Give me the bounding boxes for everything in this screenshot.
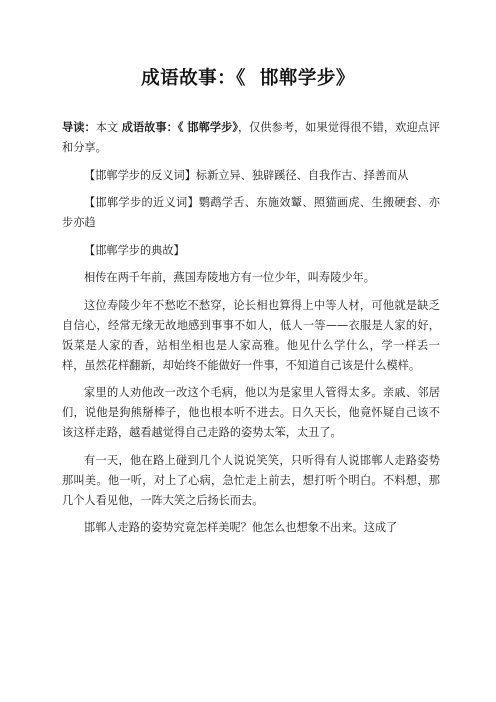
story-paragraph-1: 相传在两千年前，燕国寿陵地方有一位少年，叫寿陵少年。 — [84, 271, 375, 284]
intro-paragraph — [62, 118, 440, 158]
intro-title: 成语故事：《 邯郸学步》 — [121, 121, 238, 134]
story-paragraph-3: 家里的人劝他改一改这个毛病，他以为是家里人管得太多。亲戚、邻居们，说他是狗熊掰棒子，他也根本听不进去。日久天长，他竟怀疑自己该不该这样走路，越看越觉得自己走路的姿势太笨，太丑了。 — [62, 386, 440, 439]
story-paragraph-5: 邯郸人走路的姿势究竟怎样美呢？他怎么也想象不出来。这成了 — [84, 521, 398, 534]
antonyms-paragraph: 【邯郸学步的反义词】标新立异、独辟蹊径、自我作古、择善而从 — [84, 168, 409, 182]
document-body — [62, 118, 440, 546]
document-title — [0, 64, 496, 90]
title-right: 邯郸学步》 — [259, 68, 355, 89]
intro-text-2: ，仅供参考，如果觉得很不错，欢迎点评和分享。 — [62, 121, 440, 154]
story-paragraph-2: 这位寿陵少年不愁吃不愁穿，论长相也算得上中等人材，可他就是缺乏自信心，经常无缘无故地感到事事不如人，低人一等——衣服是人家的好，饭菜是人家的香，站相坐相也是人家高雅。他见什么学什么，学一样丢一样，虽然花样翻新，却始终不能做好一件事，不知道自己该是什么模样。 — [62, 298, 440, 372]
story-heading: 【邯郸学步的典故】 — [84, 243, 185, 257]
synonyms-paragraph: 【邯郸学步的近义词】鹦鹉学舌、东施效颦、照猫画虎、生搬硬套、亦步亦趋 — [62, 196, 440, 229]
intro-text-1: 本文 — [95, 121, 119, 134]
intro-label: 导读： — [62, 121, 96, 134]
story-paragraph-4: 有一天，他在路上碰到几个人说说笑笑，只听得有人说邯郸人走路姿势那叫美。他一听，对上了心病，急忙走上前去，想打听个明白。不料想，那几个人看见他，一阵大笑之后扬长而去。 — [62, 453, 440, 507]
title-left: 成语故事：《 — [141, 68, 246, 89]
